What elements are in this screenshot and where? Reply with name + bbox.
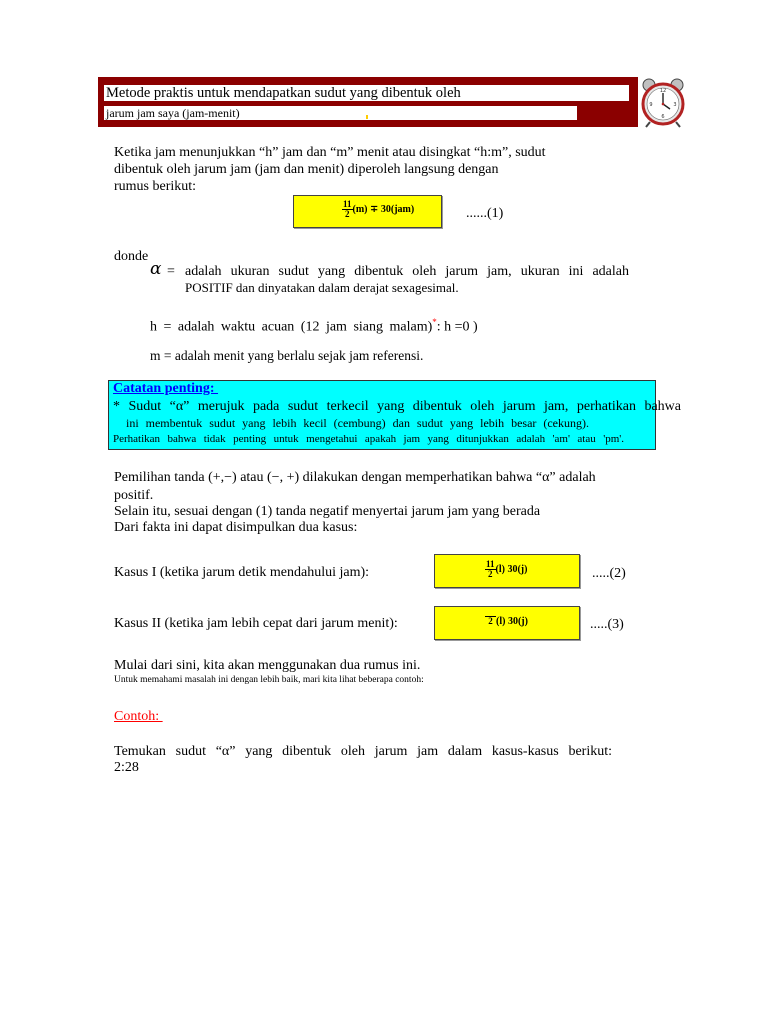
formula-1-denominator: 2 bbox=[345, 209, 350, 219]
case-2-ref: .....(3) bbox=[590, 617, 624, 632]
page-subtitle-text: jarum jam saya (jam-menit) bbox=[106, 106, 240, 120]
svg-text:12: 12 bbox=[659, 88, 667, 94]
h-footnote-star: * bbox=[432, 317, 437, 327]
intro-line-3: rumus berikut: bbox=[114, 179, 197, 194]
intro-line-2: dibentuk oleh jarum jam (jam dan menit) diperoleh langsung dengan bbox=[114, 162, 499, 177]
case-1-expression: (l) 30(j) bbox=[495, 564, 528, 575]
note-line-2: ini membentuk sudut yang lebih kecil (cembung) dan sudut yang lebih besar (cekung). bbox=[126, 416, 589, 430]
intro-line-1: Ketika jam menunjukkan “h” jam dan “m” menit atau disingkat “h:m”, sudut bbox=[114, 145, 546, 160]
note-heading: Catatan penting: bbox=[113, 381, 219, 396]
alpha-definition-line-1: adalah ukuran sudut yang dibentuk oleh jarum jam, ukuran ini adalah bbox=[185, 264, 629, 279]
case-1-denominator: 2 bbox=[488, 569, 493, 579]
formula-1-box bbox=[293, 195, 442, 228]
example-question: Temukan sudut “α” yang dibentuk oleh jarum jam dalam kasus-kasus berikut: bbox=[114, 744, 612, 759]
h-definition bbox=[150, 314, 478, 336]
closing-line-2: Untuk memahami masalah ini dengan lebih baik, mari kita lihat beberapa contoh: bbox=[114, 675, 424, 685]
case-2-formula-box bbox=[434, 606, 580, 640]
page-title: Metode praktis untuk mendapatkan sudut yang dibentuk oleh bbox=[104, 85, 629, 101]
note-line-1: * Sudut “α” merujuk pada sudut terkecil yang dibentuk oleh jarum jam, perhatikan bahwa bbox=[113, 399, 681, 414]
body-line-1: Pemilihan tanda (+,−) atau (−, +) dilakukan dengan memperhatikan bahwa “α” adalah bbox=[114, 470, 596, 485]
case-1-label: Kasus I (ketika jarum detik mendahului jam): bbox=[114, 565, 370, 580]
m-definition: m = adalah menit yang berlalu sejak jam referensi. bbox=[150, 348, 424, 363]
case-1-fraction bbox=[485, 560, 496, 579]
formula-1-numerator: 11 bbox=[343, 199, 352, 209]
case-1-numerator: 11 bbox=[486, 559, 495, 569]
example-heading: Contoh: bbox=[114, 709, 163, 724]
svg-text:9: 9 bbox=[649, 102, 653, 108]
formula-1-ref: ......(1) bbox=[466, 206, 504, 221]
alarm-clock-icon bbox=[638, 76, 688, 128]
formula-1-fraction bbox=[342, 200, 353, 219]
formula-1-expression: (m) ∓ 30(jam) bbox=[352, 204, 415, 215]
donde-label: donde bbox=[114, 249, 149, 264]
case-1-formula-box bbox=[434, 554, 580, 588]
case-1-ref: .....(2) bbox=[592, 566, 626, 581]
case-2-label: Kasus II (ketika jam lebih cepat dari jarum menit): bbox=[114, 616, 398, 631]
case-2-denominator: 2 bbox=[488, 616, 493, 627]
highlight-mark bbox=[366, 115, 368, 119]
alpha-symbol: α bbox=[150, 259, 162, 279]
case-2-fraction bbox=[485, 616, 496, 626]
svg-text:3: 3 bbox=[673, 102, 677, 108]
alpha-equals: = bbox=[167, 264, 175, 279]
alpha-definition-line-2: POSITIF dan dinyatakan dalam derajat sexagesimal. bbox=[185, 280, 459, 295]
body-line-3: Selain itu, sesuai dengan (1) tanda negatif menyertai jarum jam yang berada bbox=[114, 504, 541, 519]
note-line-3: Perhatikan bahwa tidak penting untuk mengetahui apakah jam yang ditunjukkan adalah 'am' atau 'pm'. bbox=[113, 433, 624, 445]
body-line-4: Dari fakta ini dapat disimpulkan dua kasus: bbox=[114, 520, 358, 535]
closing-line-1: Mulai dari sini, kita akan menggunakan dua rumus ini. bbox=[114, 658, 421, 673]
body-line-2: positif. bbox=[114, 488, 154, 503]
h-definition-text: h = adalah waktu acuan (12 jam siang malam) bbox=[150, 319, 433, 335]
page-subtitle bbox=[104, 106, 577, 120]
case-2-expression: (l) 30(j) bbox=[496, 615, 528, 627]
h-definition-tail: : h =0 ) bbox=[436, 319, 478, 335]
svg-text:6: 6 bbox=[661, 114, 665, 120]
example-time: 2:28 bbox=[114, 760, 139, 775]
